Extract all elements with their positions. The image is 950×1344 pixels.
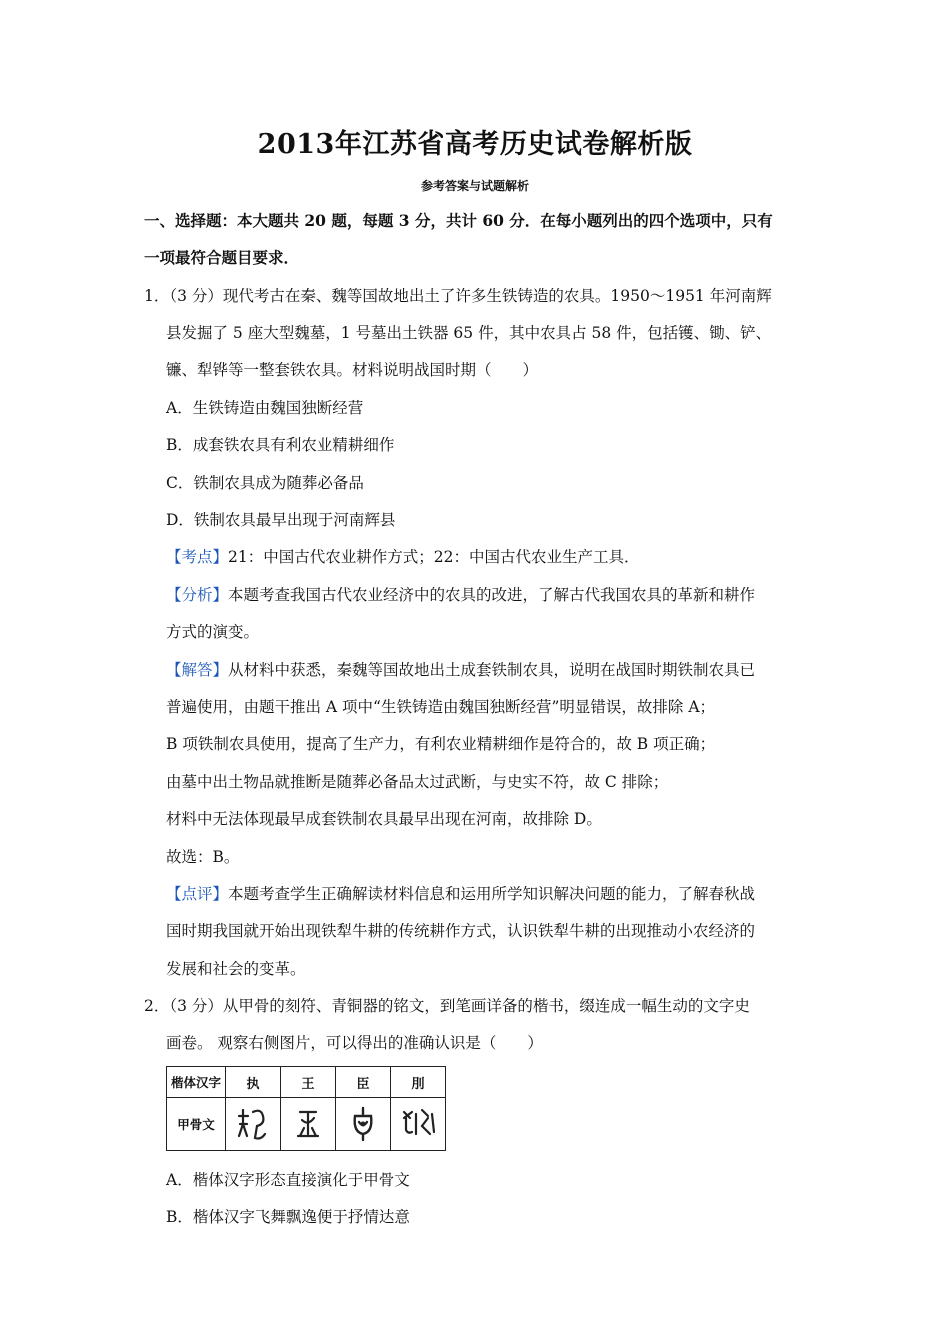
character-comparison-table — [166, 1066, 446, 1151]
oracle-zhi-image — [235, 1104, 271, 1144]
kaishu-char-zhi: 执 — [226, 1067, 281, 1098]
q1-dianping-line-1 — [166, 883, 755, 905]
q1-option-a: A．生铁铸造由魏国独断经营 — [166, 399, 364, 417]
table-row-kaishu — [167, 1067, 446, 1098]
section-heading-line-2: 一项最符合题目要求． — [144, 248, 300, 267]
q2-stem-line-2: 画卷。 观察右侧图片，可以得出的准确认识是（ ） — [166, 1034, 543, 1052]
q2-option-a: A．楷体汉字形态直接演化于甲骨文 — [166, 1171, 410, 1189]
section-heading-line-1: 一、选择题：本大题共 20 题，每题 3 分，共计 60 分．在每小题列出的四个选项中，只有 — [144, 211, 773, 230]
oracle-yue-image — [398, 1104, 438, 1144]
q1-jieda-line-2: 普遍使用，由题干推出 A 项中“生铁铸造由魏国独断经营”明显错误，故排除 A； — [166, 698, 716, 716]
kaishu-char-yue: 刖 — [391, 1067, 446, 1098]
dianping-tag: 【点评】 — [166, 885, 229, 903]
q2-stem-line-1: 2．（3 分）从甲骨的刻符、青铜器的铭文，到笔画详备的楷书，缀连成一幅生动的文字史 — [144, 997, 750, 1015]
q1-jieda-line-4: 由墓中出土物品就推断是随葬必备品太过武断，与史实不符，故 C 排除； — [166, 773, 669, 791]
oracle-glyph-yue — [391, 1098, 446, 1151]
q1-option-d: D．铁制农具最早出现于河南辉县 — [166, 511, 396, 529]
q1-fenxi-line-1 — [166, 584, 755, 606]
q1-fenxi-line-2: 方式的演变。 — [166, 623, 260, 641]
jieda-tag: 【解答】 — [166, 661, 229, 679]
jieda-text-1: 从材料中获悉，秦魏等国故地出土成套铁制农具，说明在战国时期铁制农具已 — [228, 661, 756, 679]
kaodian-tag: 【考点】 — [166, 548, 229, 566]
kaishu-char-wang: 王 — [281, 1067, 336, 1098]
q1-stem-line-1: 1．（3 分）现代考古在秦、魏等国故地出土了许多生铁铸造的农具。1950～1951 年河南辉 — [144, 287, 772, 305]
oracle-chen-image — [345, 1104, 381, 1144]
q1-kaodian — [166, 546, 639, 568]
q2-option-b: B．楷体汉字飞舞飘逸便于抒情达意 — [166, 1208, 410, 1226]
kaodian-text: 21：中国古代农业耕作方式；22：中国古代农业生产工具． — [228, 548, 640, 566]
oracle-glyph-zhi — [226, 1098, 281, 1151]
q1-stem-line-2: 县发掘了 5 座大型魏墓，1 号墓出土铁器 65 件，其中农具占 58 件，包括镬、锄、铲、 — [166, 324, 772, 342]
q1-stem-line-3: 镰、犁铧等一整套铁农具。材料说明战国时期（ ） — [166, 361, 539, 379]
document-subtitle: 参考答案与试题解析 — [420, 179, 529, 193]
q1-dianping-line-3: 发展和社会的变革。 — [166, 960, 306, 978]
dianping-text-1: 本题考查学生正确解读材料信息和运用所学知识解决问题的能力，了解春秋战 — [228, 885, 756, 903]
q1-jieda-line-5: 材料中无法体现最早成套铁制农具最早出现在河南，故排除 D。 — [166, 810, 602, 828]
q1-answer: 故选：B。 — [166, 848, 240, 866]
row-head-oracle: 甲骨文 — [167, 1098, 226, 1151]
oracle-glyph-wang — [281, 1098, 336, 1151]
row-head-kaishu: 楷体汉字 — [167, 1067, 226, 1098]
q1-dianping-line-2: 国时期我国就开始出现铁犁牛耕的传统耕作方式，认识铁犁牛耕的出现推动小农经济的 — [166, 922, 756, 940]
table-row-oracle — [167, 1098, 446, 1151]
q1-option-b: B．成套铁农具有利农业精耕细作 — [166, 436, 395, 454]
oracle-glyph-chen — [336, 1098, 391, 1151]
kaishu-char-chen: 臣 — [336, 1067, 391, 1098]
oracle-wang-image — [290, 1104, 326, 1144]
fenxi-text-1: 本题考查我国古代农业经济中的农具的改进，了解古代我国农具的革新和耕作 — [228, 586, 756, 604]
fenxi-tag: 【分析】 — [166, 586, 229, 604]
q1-jieda-line-3: B 项铁制农具使用，提高了生产力，有利农业精耕细作是符合的，故 B 项正确； — [166, 735, 716, 753]
document-title: 2013年江苏省高考历史试卷解析版 — [257, 129, 693, 160]
q1-option-c: C．铁制农具成为随葬必备品 — [166, 474, 364, 492]
q1-jieda-line-1 — [166, 659, 755, 681]
